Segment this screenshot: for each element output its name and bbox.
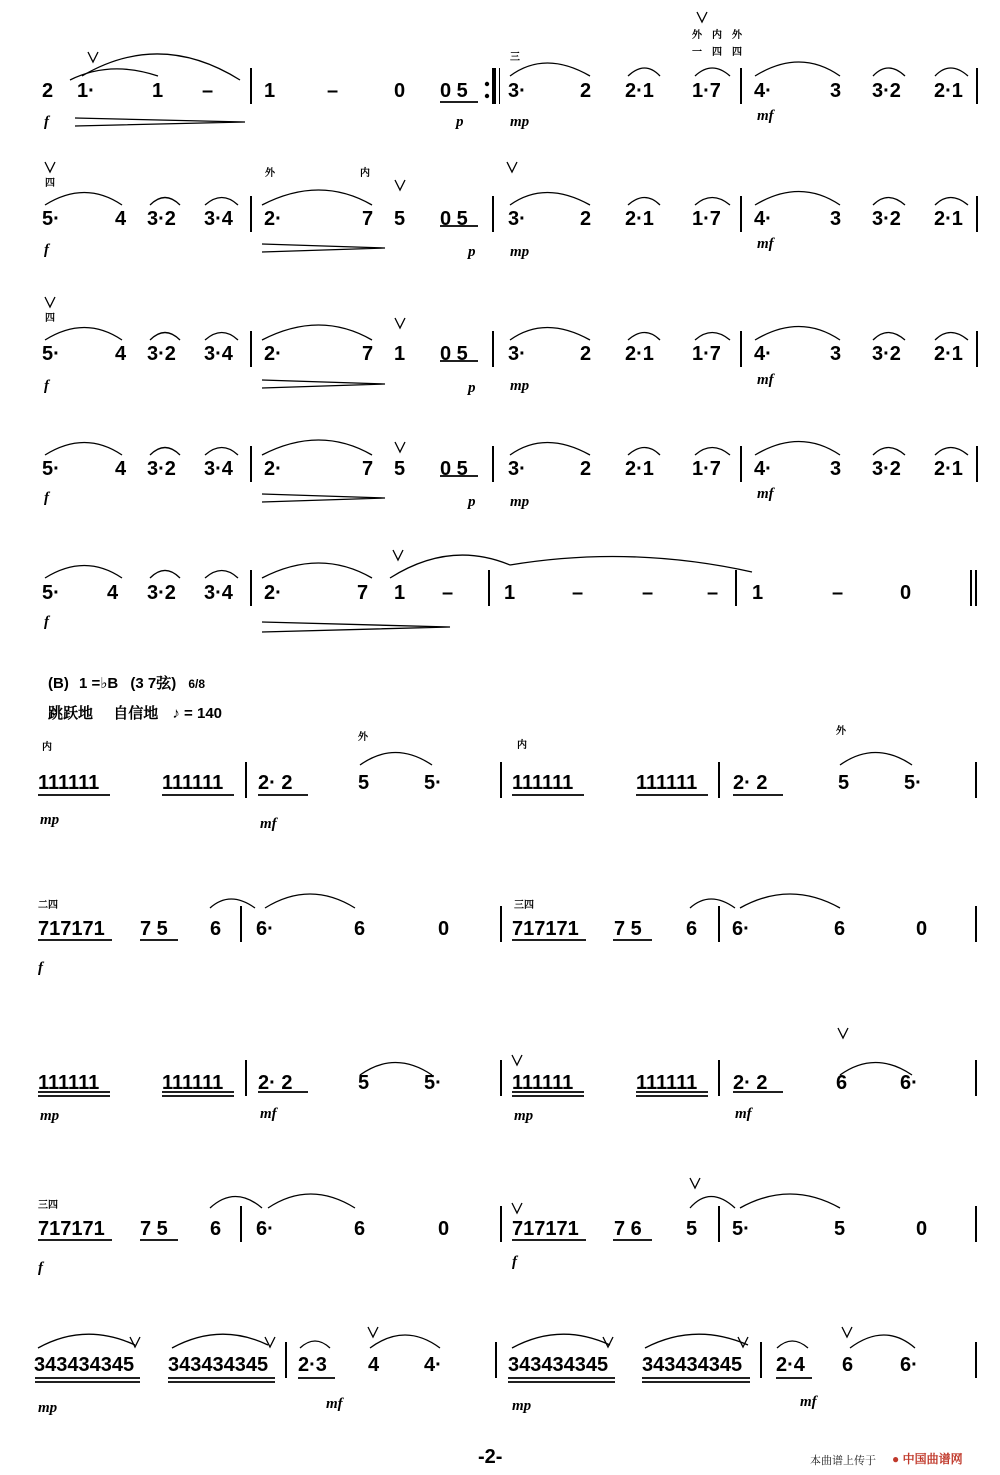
- barline: [499, 68, 500, 104]
- barline: [740, 331, 742, 367]
- dynamic-mp: mp: [512, 1398, 532, 1414]
- page-number: -2-: [478, 1446, 503, 1468]
- dynamic-mp: mp: [510, 494, 530, 510]
- barline: [975, 762, 977, 798]
- dynamic-mp: mp: [510, 114, 530, 130]
- dynamic-f: f: [44, 378, 49, 394]
- barline: [718, 1206, 720, 1242]
- fingering: 内: [517, 740, 527, 751]
- barline: [740, 446, 742, 482]
- final-barline: [975, 570, 977, 606]
- expression-text: 跳跃地: [48, 705, 94, 722]
- dynamic-p: p: [456, 114, 464, 130]
- note: 2: [580, 80, 592, 102]
- note: 4·: [754, 80, 772, 102]
- fingering: 外 内 外: [692, 30, 742, 41]
- note: 1: [264, 80, 276, 102]
- dynamic-f: f: [38, 960, 43, 976]
- barline: [970, 570, 972, 606]
- site-name: 中国曲谱网: [902, 1452, 963, 1466]
- note: 1·7: [692, 80, 721, 102]
- barline: [245, 762, 247, 798]
- dynamic-f: f: [512, 1254, 517, 1270]
- dynamic-mf: mf: [757, 372, 774, 388]
- note: 2·1: [625, 80, 654, 102]
- barline: [285, 1342, 287, 1378]
- barline: [495, 1342, 497, 1378]
- barline: [735, 570, 737, 606]
- barline: [240, 1206, 242, 1242]
- dynamic-f: f: [44, 242, 49, 258]
- note: 3: [830, 80, 842, 102]
- barline: [250, 570, 252, 606]
- fingering: 外: [358, 732, 368, 743]
- time-signature: 6/8: [188, 677, 206, 691]
- dynamic-mf: mf: [735, 1106, 752, 1122]
- repeat-barline: [492, 68, 496, 104]
- barline: [240, 906, 242, 942]
- barline: [500, 1060, 502, 1096]
- fingering: 三: [510, 52, 520, 63]
- note: 0: [394, 80, 406, 102]
- expression-text-2: 自信地: [113, 705, 159, 722]
- dynamic-f: f: [44, 114, 49, 130]
- barline: [976, 68, 978, 104]
- barline: [975, 1206, 977, 1242]
- dynamic-mp: mp: [514, 1108, 534, 1124]
- barline: [250, 331, 252, 367]
- fingering: 四: [45, 313, 55, 324]
- barline: [245, 1060, 247, 1096]
- dynamic-p: p: [468, 244, 476, 260]
- key-signature: 1 =♭B: [79, 675, 119, 692]
- site-logo[interactable]: [892, 1450, 963, 1467]
- barline: [500, 906, 502, 942]
- barline: [976, 196, 978, 232]
- fingering: 内: [42, 742, 52, 753]
- dynamic-mf: mf: [326, 1396, 343, 1412]
- site-logo-icon: ●: [892, 1452, 900, 1466]
- dynamic-f: f: [38, 1260, 43, 1276]
- barline: [718, 1060, 720, 1096]
- note: 1·: [77, 80, 95, 102]
- tempo-value: = 140: [184, 705, 223, 722]
- dynamic-f: f: [44, 614, 49, 630]
- dynamic-mf: mf: [260, 816, 277, 832]
- fingering: 四: [45, 178, 55, 189]
- barline: [488, 570, 490, 606]
- fingering: 二四: [38, 900, 58, 911]
- barline: [492, 446, 494, 482]
- note: 3·2: [872, 80, 901, 102]
- dynamic-p: p: [468, 380, 476, 396]
- section-b-key: [48, 672, 205, 693]
- upload-credit: 本曲谱上传于: [810, 1455, 876, 1467]
- barline: [975, 1342, 977, 1378]
- dynamic-mf: mf: [800, 1394, 817, 1410]
- barline: [760, 1342, 762, 1378]
- dynamic-mp: mp: [510, 378, 530, 394]
- note: 3·: [508, 80, 526, 102]
- note: –: [202, 80, 214, 102]
- barline: [718, 906, 720, 942]
- barline: [740, 68, 742, 104]
- dynamic-mp: mp: [40, 812, 60, 828]
- dynamic-mf: mf: [757, 486, 774, 502]
- dynamic-f: f: [44, 490, 49, 506]
- section-b-tempo: [48, 702, 222, 723]
- barline: [250, 68, 252, 104]
- fingering: 三四: [514, 900, 534, 911]
- note: 0 5: [440, 80, 468, 102]
- eighth-note-icon: ♪: [172, 705, 180, 722]
- dynamic-mf: mf: [260, 1106, 277, 1122]
- barline: [500, 762, 502, 798]
- barline: [975, 906, 977, 942]
- note: 2: [42, 80, 54, 102]
- barline: [250, 446, 252, 482]
- string-tuning: (3 7弦): [130, 675, 177, 692]
- dynamic-mp: mp: [510, 244, 530, 260]
- note: 1: [152, 80, 164, 102]
- barline: [976, 446, 978, 482]
- note: –: [327, 80, 339, 102]
- dynamic-p: p: [468, 494, 476, 510]
- barline: [492, 196, 494, 232]
- barline: [976, 331, 978, 367]
- dynamic-mp: mp: [38, 1400, 58, 1416]
- fingering: 外: [836, 726, 846, 737]
- barline: [500, 1206, 502, 1242]
- dynamic-mf: mf: [757, 236, 774, 252]
- barline: [250, 196, 252, 232]
- barline: [740, 196, 742, 232]
- barline: [975, 1060, 977, 1096]
- note: 2·1: [934, 80, 963, 102]
- dynamic-mf: mf: [757, 108, 774, 124]
- dynamic-mp: mp: [40, 1108, 60, 1124]
- fingering: 内: [360, 168, 370, 179]
- fingering: 三四: [38, 1200, 58, 1211]
- section-label: (B): [48, 675, 69, 692]
- fingering: 一 四 四: [692, 47, 742, 58]
- barline: [492, 331, 494, 367]
- fingering: 外: [265, 168, 275, 179]
- barline: [718, 762, 720, 798]
